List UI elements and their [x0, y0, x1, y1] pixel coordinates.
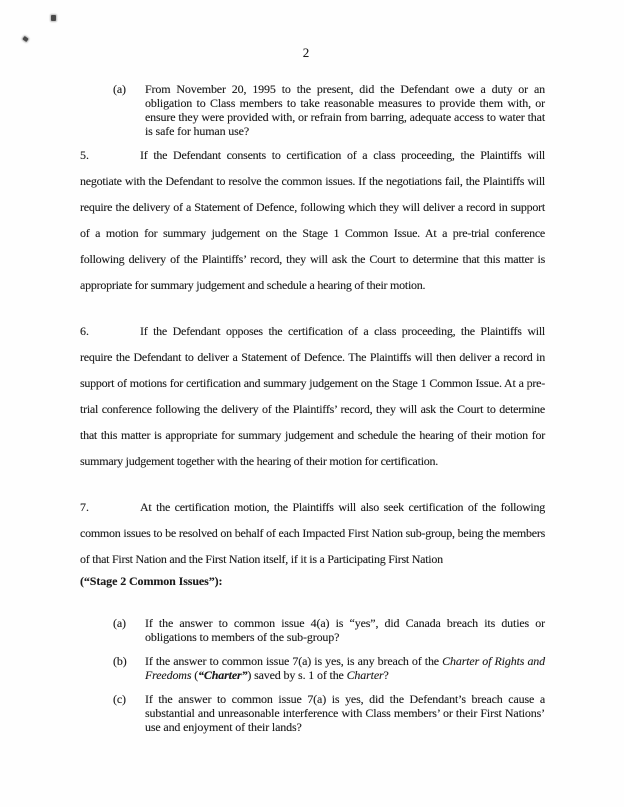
list-item-text: From November 20, 1995 to the present, did the Defendant owe a duty or an obligation to Class members to take reasonable measures to provide them with, or ensure they were provided with, or refrain from barring, adequate access to water that is safe for human use? [145, 82, 545, 138]
text-segment-italic: Charter [346, 668, 384, 682]
paragraph-number: 6. [80, 324, 89, 338]
paragraph-text: If the Defendant opposes the certification of a class proceeding, the Plaintiffs will require the Defendant to deliver a Statement of Defence. The Plaintiffs will then deliver a record in support of motions for certification and summary judgement on the Stage 1 Common Issue. At a pre-trial conference following the delivery of the Plaintiffs’ record, they will ask the Court to determine that this matter is appropriate for summary judgement and schedule the hearing of their motion for summary judgement together with the hearing of their motion for certification. [80, 324, 545, 468]
text-segment: If the answer to common issue 4(a) is “yes”, did Canada breach its duties or obligations to members of the sub-group? [145, 616, 545, 644]
paragraph-6 [80, 318, 545, 474]
text-segment: If the answer to common issue 7(a) is yes, did the Defendant’s breach cause a substantial and unreasonable interference with Class members’ or their First Nations’ use and enjoyment of their lands? [145, 692, 545, 734]
list-item-label: (a) [113, 616, 126, 630]
list-item-label: (a) [113, 82, 126, 96]
text-segment-bold-italic: “Charter” [198, 668, 248, 682]
text-segment: If the answer to common issue 7(a) is yes, is any breach of the [145, 654, 443, 668]
paragraph-text: If the Defendant consents to certification of a class proceeding, the Plaintiffs will negotiate with the Defendant to resolve the common issues. If the negotiations fail, the Plaintiffs will require the delivery of a Statement of Defence, following which they will deliver a record in support of a motion for summary judgement on the Stage 1 Common Issue. At a pre-trial conference following delivery of the Plaintiffs’ record, they will ask the Court to determine that this matter is appropriate for summary judgement and schedule a hearing of their motion. [80, 148, 545, 292]
text-segment: ( [191, 668, 199, 682]
scan-artifact-speck [22, 36, 28, 42]
text-segment: ? [383, 668, 389, 682]
scan-artifact-speck [51, 15, 56, 21]
paragraph-number: 7. [80, 500, 89, 514]
paragraph-5 [80, 142, 545, 298]
page-number: 2 [302, 45, 310, 60]
list-item-text [145, 616, 545, 644]
list-item-label: (b) [113, 654, 127, 668]
common-issue-4a [113, 82, 545, 138]
paragraph-number: 5. [80, 148, 89, 162]
list-item-text [145, 692, 545, 734]
paragraph-7 [80, 494, 545, 572]
stage2-issue-a [113, 616, 545, 644]
paragraph-text: At the certification motion, the Plaintiffs will also seek certification of the following common issues to be resolved on behalf of each Impacted First Nation sub-group, being the members of that First Nation and the First Nation itself, if it is a Participating First Nation [80, 500, 545, 566]
stage2-issue-c [113, 692, 545, 734]
stage2-issue-b [113, 654, 545, 682]
text-segment-italic: Charter of Rights and Freedoms [145, 654, 545, 682]
text-segment: ) saved by s. 1 of the [247, 668, 347, 682]
list-item-text [145, 654, 545, 682]
stage-2-common-issues-heading: (“Stage 2 Common Issues”): [80, 574, 223, 588]
list-item-label: (c) [113, 692, 126, 706]
